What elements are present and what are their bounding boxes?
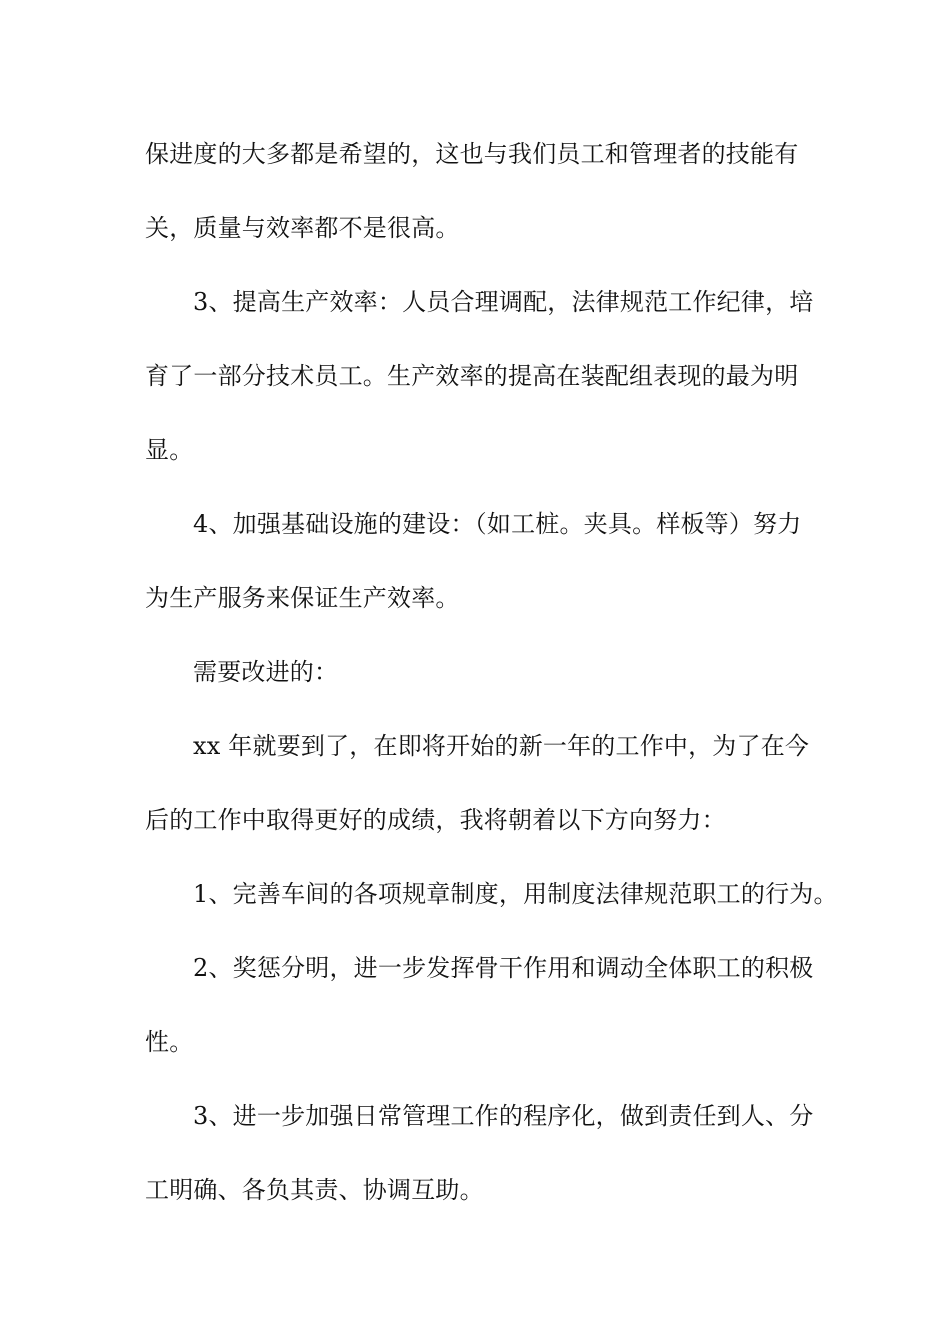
paragraph-line: 1、完善车间的各项规章制度，用制度法律规范职工的行为。 bbox=[193, 880, 838, 908]
paragraph-line: 工明确、各负其责、协调互助。 bbox=[145, 1176, 484, 1204]
paragraph-line: 3、提高生产效率：人员合理调配，法律规范工作纪律，培 bbox=[193, 288, 814, 316]
paragraph-line: xx 年就要到了，在即将开始的新一年的工作中，为了在今 bbox=[193, 732, 810, 760]
paragraph-line: 性。 bbox=[145, 1028, 194, 1056]
section-heading: 需要改进的： bbox=[193, 658, 339, 686]
paragraph-line: 育了一部分技术员工。生产效率的提高在装配组表现的最为明 bbox=[145, 362, 799, 390]
paragraph-line: 4、加强基础设施的建设：（如工桩。夹具。样板等）努力 bbox=[193, 510, 802, 538]
paragraph-line: 2、奖惩分明，进一步发挥骨干作用和调动全体职工的积极 bbox=[193, 954, 814, 982]
paragraph-line: 3、进一步加强日常管理工作的程序化，做到责任到人、分 bbox=[193, 1102, 814, 1130]
paragraph-line: 后的工作中取得更好的成绩，我将朝着以下方向努力： bbox=[145, 806, 726, 834]
paragraph-line: 显。 bbox=[145, 436, 194, 464]
paragraph-line: 保进度的大多都是希望的，这也与我们员工和管理者的技能有 bbox=[145, 140, 799, 168]
paragraph-line: 为生产服务来保证生产效率。 bbox=[145, 584, 460, 612]
paragraph-line: 关，质量与效率都不是很高。 bbox=[145, 214, 460, 242]
